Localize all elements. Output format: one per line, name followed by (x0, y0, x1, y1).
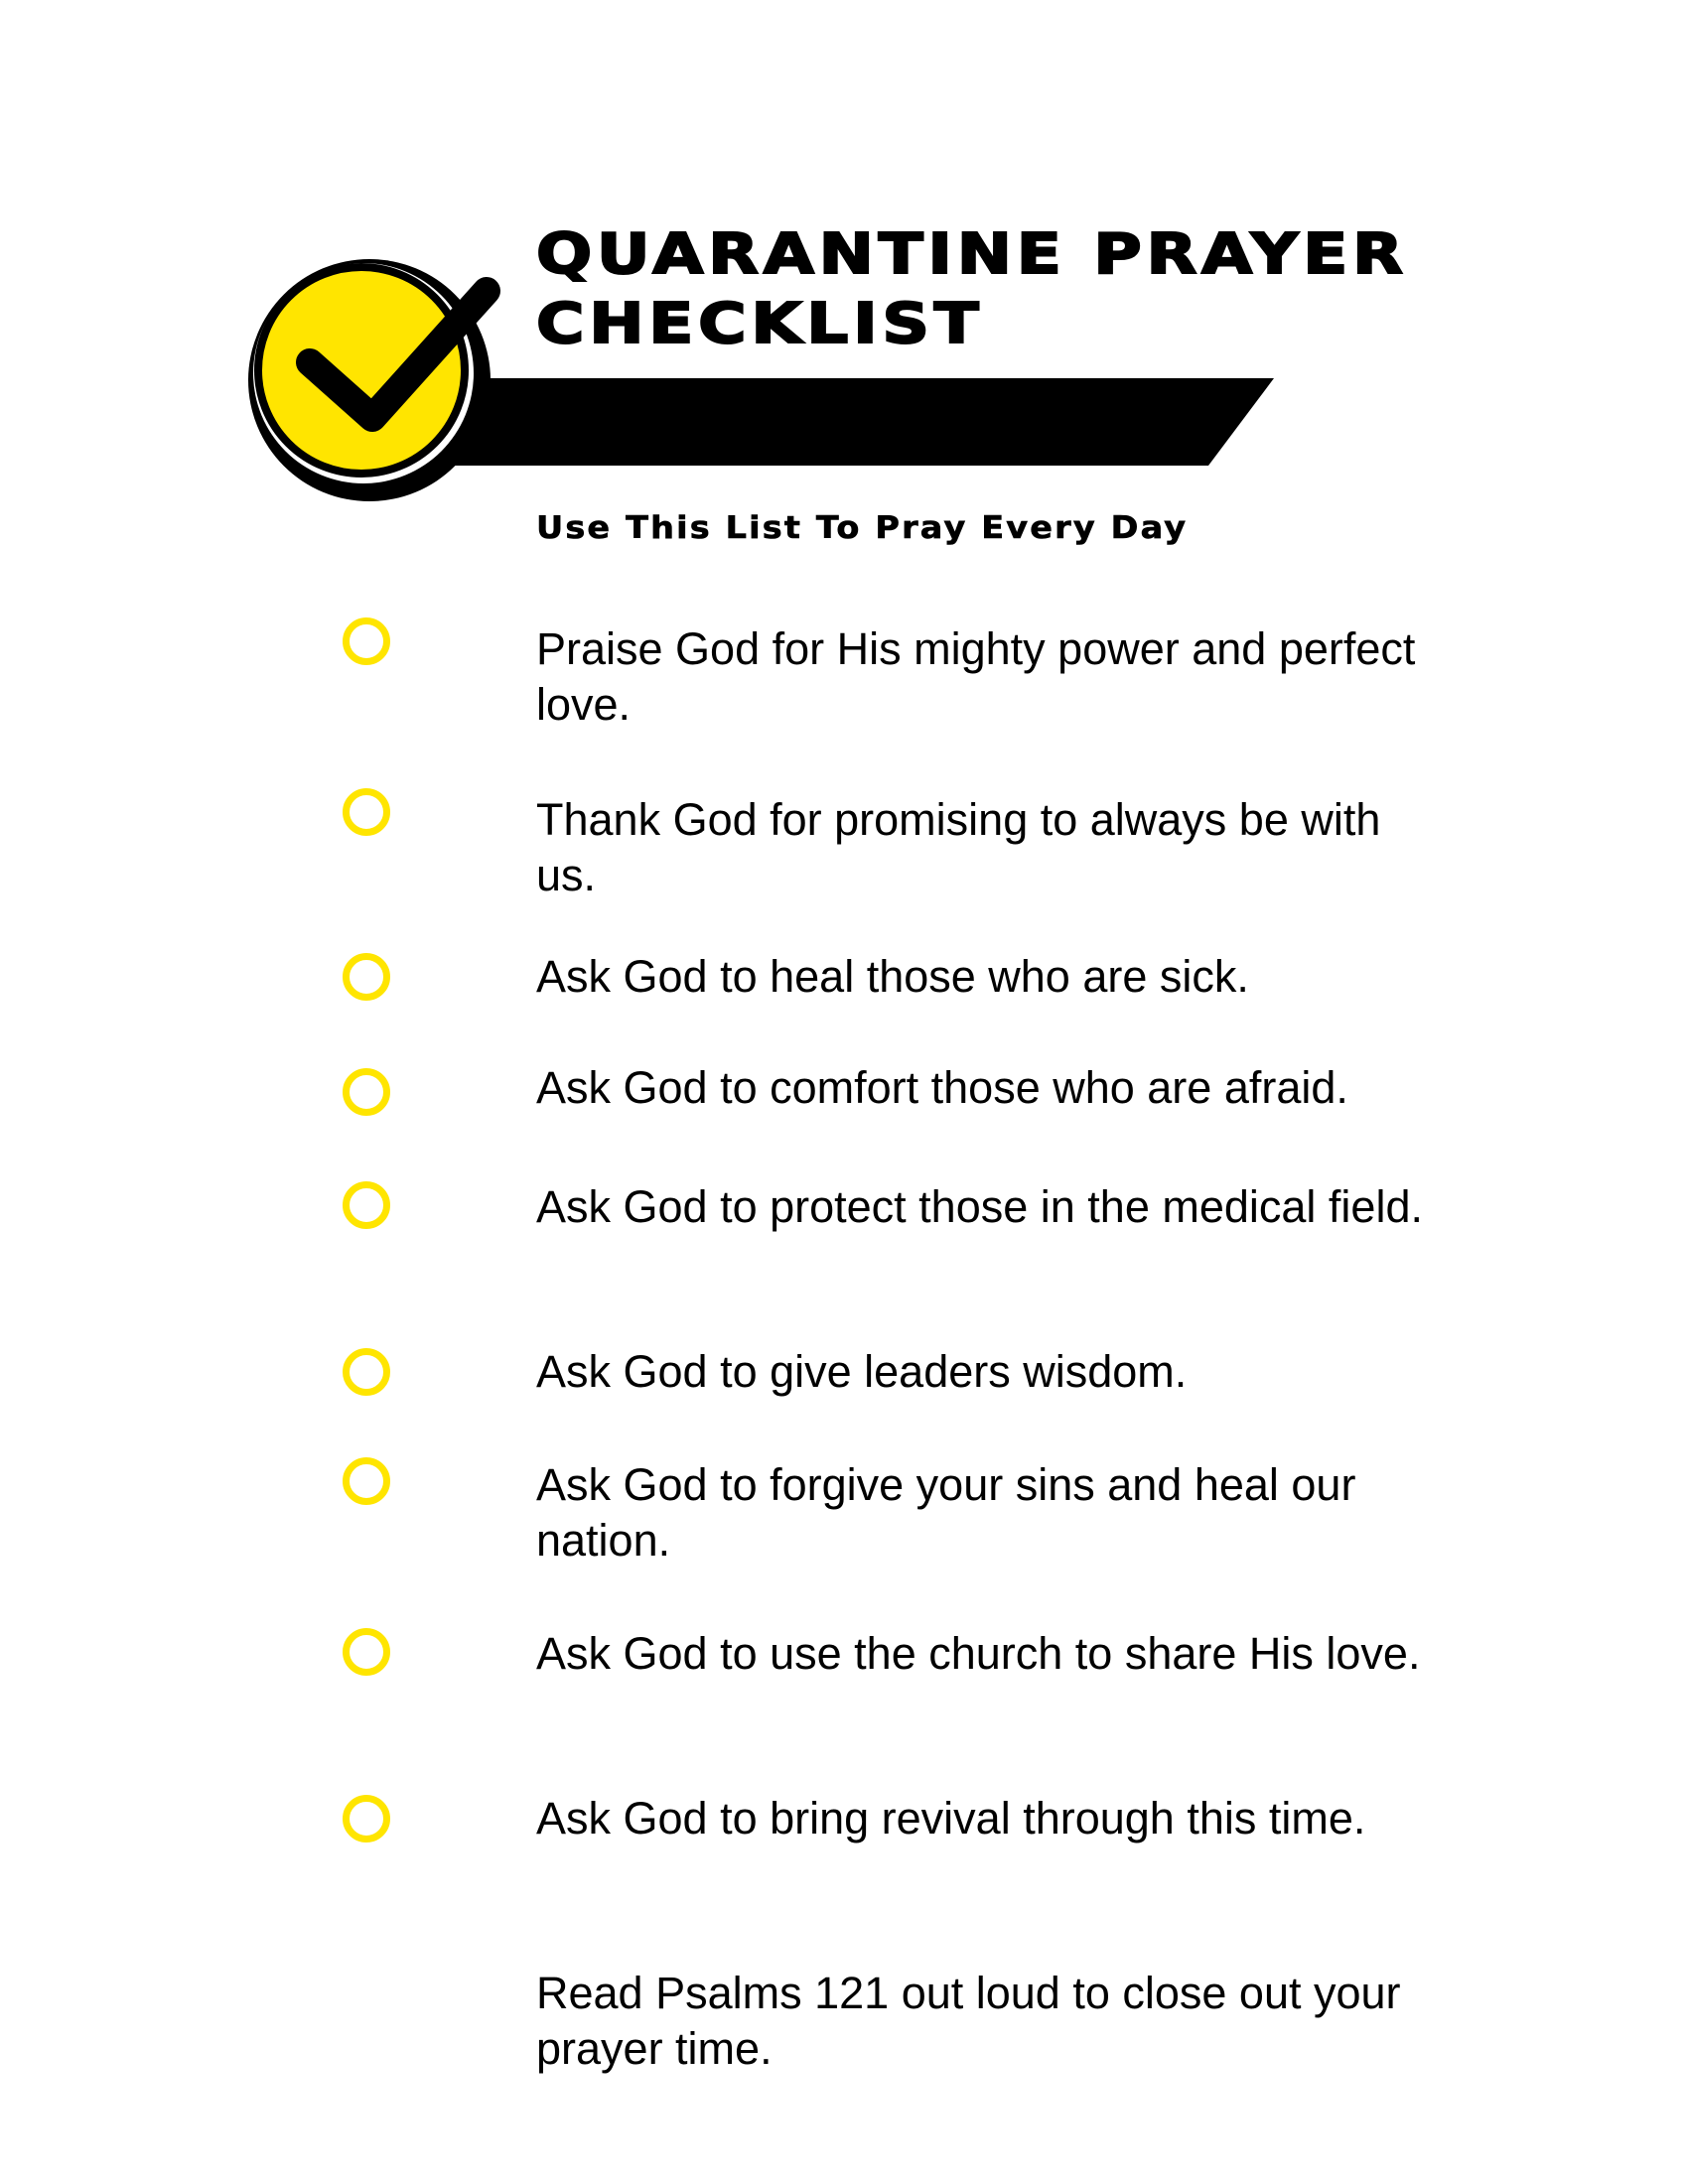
page-subtitle: Use This List To Pray Every Day (536, 510, 1189, 546)
empty-circle-icon[interactable] (343, 788, 390, 836)
title-line-2: CHECKLIST (536, 292, 984, 356)
header-bar (417, 378, 1274, 466)
empty-circle-icon[interactable] (343, 617, 390, 665)
empty-circle-icon[interactable] (343, 1348, 390, 1396)
empty-circle-icon[interactable] (343, 1795, 390, 1843)
checklist-item-text: Praise God for His mighty power and perfect love. (536, 623, 1416, 730)
checklist-item-text: Ask God to forgive your sins and heal our nation. (536, 1459, 1356, 1566)
checklist-item-text: Ask God to give leaders wisdom. (536, 1346, 1188, 1397)
checklist-item-text: Ask God to bring revival through this time. (536, 1793, 1366, 1843)
empty-circle-icon[interactable] (343, 1628, 390, 1676)
checklist-item-text: Ask God to protect those in the medical field. (536, 1181, 1423, 1232)
empty-circle-icon[interactable] (343, 1068, 390, 1116)
empty-circle-icon[interactable] (343, 1181, 390, 1229)
checklist-item-text: Ask God to comfort those who are afraid. (536, 1062, 1348, 1113)
empty-circle-icon[interactable] (343, 1457, 390, 1505)
page-title (536, 220, 1408, 359)
closing-instruction: Read Psalms 121 out loud to close out your prayer time. (536, 1968, 1401, 2074)
checklist-item-text: Ask God to use the church to share His love. (536, 1628, 1421, 1679)
checklist-item-text: Thank God for promising to always be with us. (536, 794, 1381, 900)
empty-circle-icon[interactable] (343, 953, 390, 1001)
title-line-1: QUARANTINE PRAYER (536, 222, 1408, 287)
checklist-item-text: Ask God to heal those who are sick. (536, 951, 1249, 1002)
